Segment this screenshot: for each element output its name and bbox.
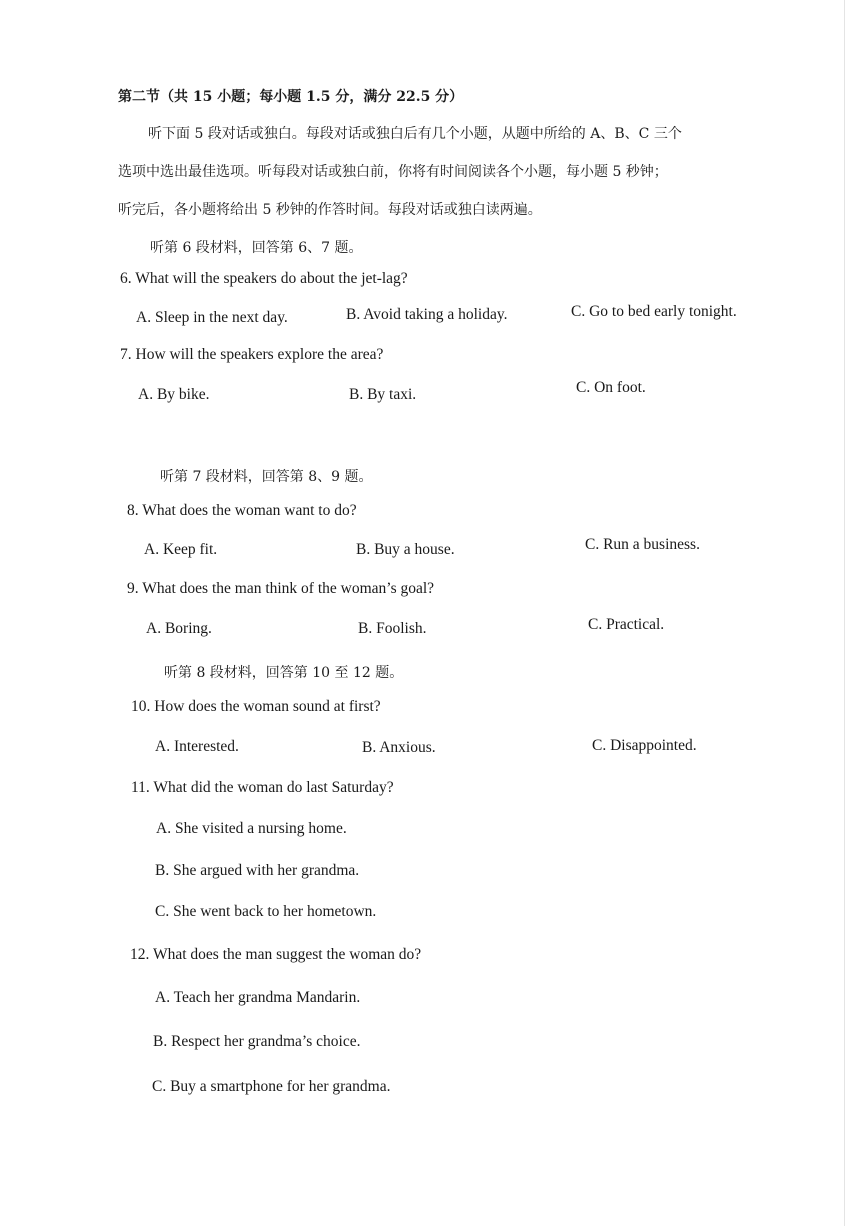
option-c[interactable]: C. She went back to her hometown.: [155, 903, 377, 920]
instruction-line: 听下面 5 段对话或独白。每段对话或独白后有几个小题，从题中所给的 A、B、C 三个: [148, 126, 682, 142]
question-stem: 7. How will the speakers explore the area?: [120, 346, 384, 363]
option-c[interactable]: C. Disappointed.: [592, 737, 697, 754]
instruction-line: 选项中选出最佳选项。听每段对话或独白前，你将有时间阅读各个小题，每小题 5 秒钟；: [118, 164, 668, 180]
group-intro: 听第 6 段材料，回答第 6、7 题。: [150, 240, 363, 256]
option-b[interactable]: B. Foolish.: [358, 620, 427, 637]
question-stem: 8. What does the woman want to do?: [127, 502, 357, 519]
question-stem: 6. What will the speakers do about the jet-lag?: [120, 270, 408, 287]
option-a[interactable]: A. She visited a nursing home.: [156, 820, 347, 837]
question-stem: 12. What does the man suggest the woman do?: [130, 946, 422, 963]
option-c[interactable]: C. Go to bed early tonight.: [571, 303, 737, 320]
question-stem: 10. How does the woman sound at first?: [131, 698, 381, 715]
option-a[interactable]: A. Sleep in the next day.: [136, 309, 288, 326]
option-a[interactable]: A. By bike.: [138, 386, 210, 403]
option-c[interactable]: C. Buy a smartphone for her grandma.: [152, 1078, 391, 1095]
option-c[interactable]: C. On foot.: [576, 379, 646, 396]
option-a[interactable]: A. Teach her grandma Mandarin.: [155, 989, 361, 1006]
option-c[interactable]: C. Practical.: [588, 616, 665, 633]
question-stem: 11. What did the woman do last Saturday?: [131, 779, 394, 796]
option-b[interactable]: B. Respect her grandma’s choice.: [153, 1033, 361, 1050]
option-a[interactable]: A. Interested.: [155, 738, 239, 755]
group-intro: 听第 8 段材料，回答第 10 至 12 题。: [164, 665, 404, 681]
question-stem: 9. What does the man think of the woman’s goal?: [127, 580, 435, 597]
option-b[interactable]: B. Buy a house.: [356, 541, 455, 558]
option-a[interactable]: A. Keep fit.: [144, 541, 218, 558]
option-b[interactable]: B. By taxi.: [349, 386, 417, 403]
page-edge-line: [844, 0, 845, 1226]
group-intro: 听第 7 段材料，回答第 8、9 题。: [160, 469, 373, 485]
section-heading: 第二节（共 15 小题；每小题 1.5 分，满分 22.5 分）: [118, 89, 464, 105]
option-a[interactable]: A. Boring.: [146, 620, 212, 637]
option-b[interactable]: B. Anxious.: [362, 739, 436, 756]
option-b[interactable]: B. Avoid taking a holiday.: [346, 306, 508, 323]
option-b[interactable]: B. She argued with her grandma.: [155, 862, 360, 879]
instruction-line: 听完后，各小题将给出 5 秒钟的作答时间。每段对话或独白读两遍。: [118, 202, 542, 218]
option-c[interactable]: C. Run a business.: [585, 536, 700, 553]
